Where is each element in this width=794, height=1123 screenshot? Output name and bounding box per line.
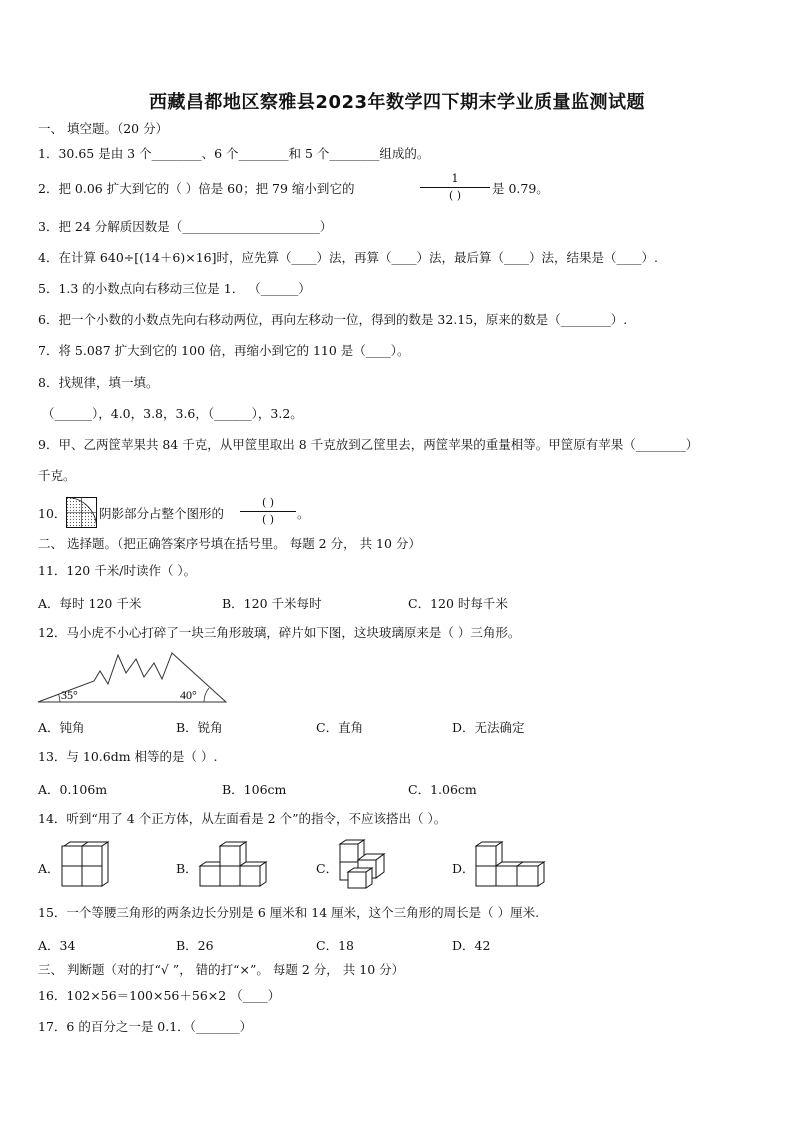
question-4: 4．在计算 640÷[(14＋6)×16]时，应先算（____）法，再算（____）法，最后算（____）法，结果是（____）. — [38, 250, 658, 265]
question-3: 3．把 24 分解质因数是（______________________） — [38, 219, 333, 234]
fraction-denominator: ( ) — [448, 189, 462, 202]
question-17: 17．6 的百分之一是 0.1．（_______） — [38, 1019, 253, 1034]
cube-figure-a — [60, 842, 110, 890]
question-14-option-d: D． — [452, 861, 475, 876]
question-9: 9．甲、乙两筐苹果共 84 千克，从甲筐里取出 8 千克放到乙筐里去，两筐苹果的重量相等。甲筐原有苹果（________） — [38, 437, 699, 452]
question-15-option-c: C．18 — [316, 938, 354, 953]
question-15-option-a: A．34 — [38, 938, 76, 953]
cube-figure-c — [338, 838, 388, 890]
question-6: 6．把一个小数的小数点先向右移动两位，再向左移动一位，得到的数是 32.15，原来的数是（________）. — [38, 312, 628, 327]
question-15-option-b: B．26 — [176, 938, 214, 953]
question-2-part-b: 是 0.79。 — [492, 181, 549, 196]
question-8-sequence: （______），4.0，3.8，3.6，（______），3.2。 — [42, 406, 303, 421]
cube-figure-b — [198, 842, 268, 890]
question-12: 12．马小虎不小心打碎了一块三角形玻璃，碎片如下图，这块玻璃原来是（ ）三角形。 — [38, 625, 521, 640]
question-12-option-b: B．锐角 — [176, 720, 223, 735]
fraction-numerator: ( ) — [261, 496, 275, 509]
fraction-denominator: ( ) — [261, 513, 275, 526]
question-10-number: 10． — [38, 506, 67, 521]
section-multiple-choice: 二、 选择题。（把正确答案序号填在括号里。 每题 2 分， 共 10 分） — [38, 536, 421, 551]
angle-right-label: 40° — [180, 688, 197, 702]
question-7: 7．将 5.087 扩大到它的 100 倍，再缩小到它的 110 是（____）。 — [38, 343, 410, 358]
question-10-end: 。 — [297, 506, 310, 521]
question-2-fraction — [420, 173, 490, 202]
question-12-option-a: A．钝角 — [38, 720, 85, 735]
question-14-option-a: A． — [38, 861, 60, 876]
question-2-part-a: 2．把 0.06 扩大到它的（ ）倍是 60；把 79 缩小到它的 — [38, 181, 355, 196]
question-11-option-a: A．每时 120 千米 — [38, 596, 142, 611]
question-14-option-b: B． — [176, 861, 198, 876]
question-11: 11．120 千米/时读作（ ）。 — [38, 563, 197, 578]
question-9-continued: 千克。 — [38, 468, 76, 483]
question-5: 5．1.3 的小数点向右移动三位是 1． （______） — [38, 281, 311, 296]
question-12-option-c: C．直角 — [316, 720, 364, 735]
question-12-option-d: D．无法确定 — [452, 720, 525, 735]
question-10-fraction — [240, 497, 296, 526]
section-fill-blank: 一、 填空题。（20 分） — [38, 121, 169, 136]
page-title: 西藏昌都地区察雅县2023年数学四下期末学业质量监测试题 — [148, 92, 646, 113]
fraction-bar — [240, 511, 296, 512]
question-13-option-c: C．1.06cm — [408, 782, 477, 797]
question-8: 8．找规律，填一填。 — [38, 375, 159, 390]
question-10-text: 阴影部分占整个图形的 — [99, 506, 225, 521]
question-1: 1．30.65 是由 3 个________、6 个________和 5 个________组成的。 — [38, 146, 430, 161]
section-true-false: 三、 判断题（对的打“√ ”， 错的打“×”。 每题 2 分， 共 10 分） — [38, 962, 405, 977]
question-11-option-c: C．120 时每千米 — [408, 596, 508, 611]
angle-left-label: 35° — [61, 688, 78, 702]
cube-figure-d — [474, 842, 546, 890]
fraction-numerator: 1 — [451, 172, 459, 185]
question-16: 16．102×56＝100×56＋56×2 （____） — [38, 988, 281, 1003]
broken-triangle-figure — [38, 651, 228, 705]
question-15-option-d: D．42 — [452, 938, 491, 953]
question-14: 14．听到“用了 4 个正方体，从左面看是 2 个”的指令，不应该搭出（ ）。 — [38, 811, 447, 826]
question-15: 15．一个等腰三角形的两条边长分别是 6 厘米和 14 厘米，这个三角形的周长是（ ）厘米. — [38, 905, 540, 920]
question-13-option-b: B．106cm — [222, 782, 287, 797]
question-14-option-c: C． — [316, 861, 339, 876]
question-13-option-a: A．0.106m — [38, 782, 108, 797]
quarter-circle-figure — [66, 497, 98, 529]
question-11-option-b: B．120 千米每时 — [222, 596, 322, 611]
fraction-bar — [420, 187, 490, 188]
question-13: 13．与 10.6dm 相等的是（ ）. — [38, 749, 218, 764]
